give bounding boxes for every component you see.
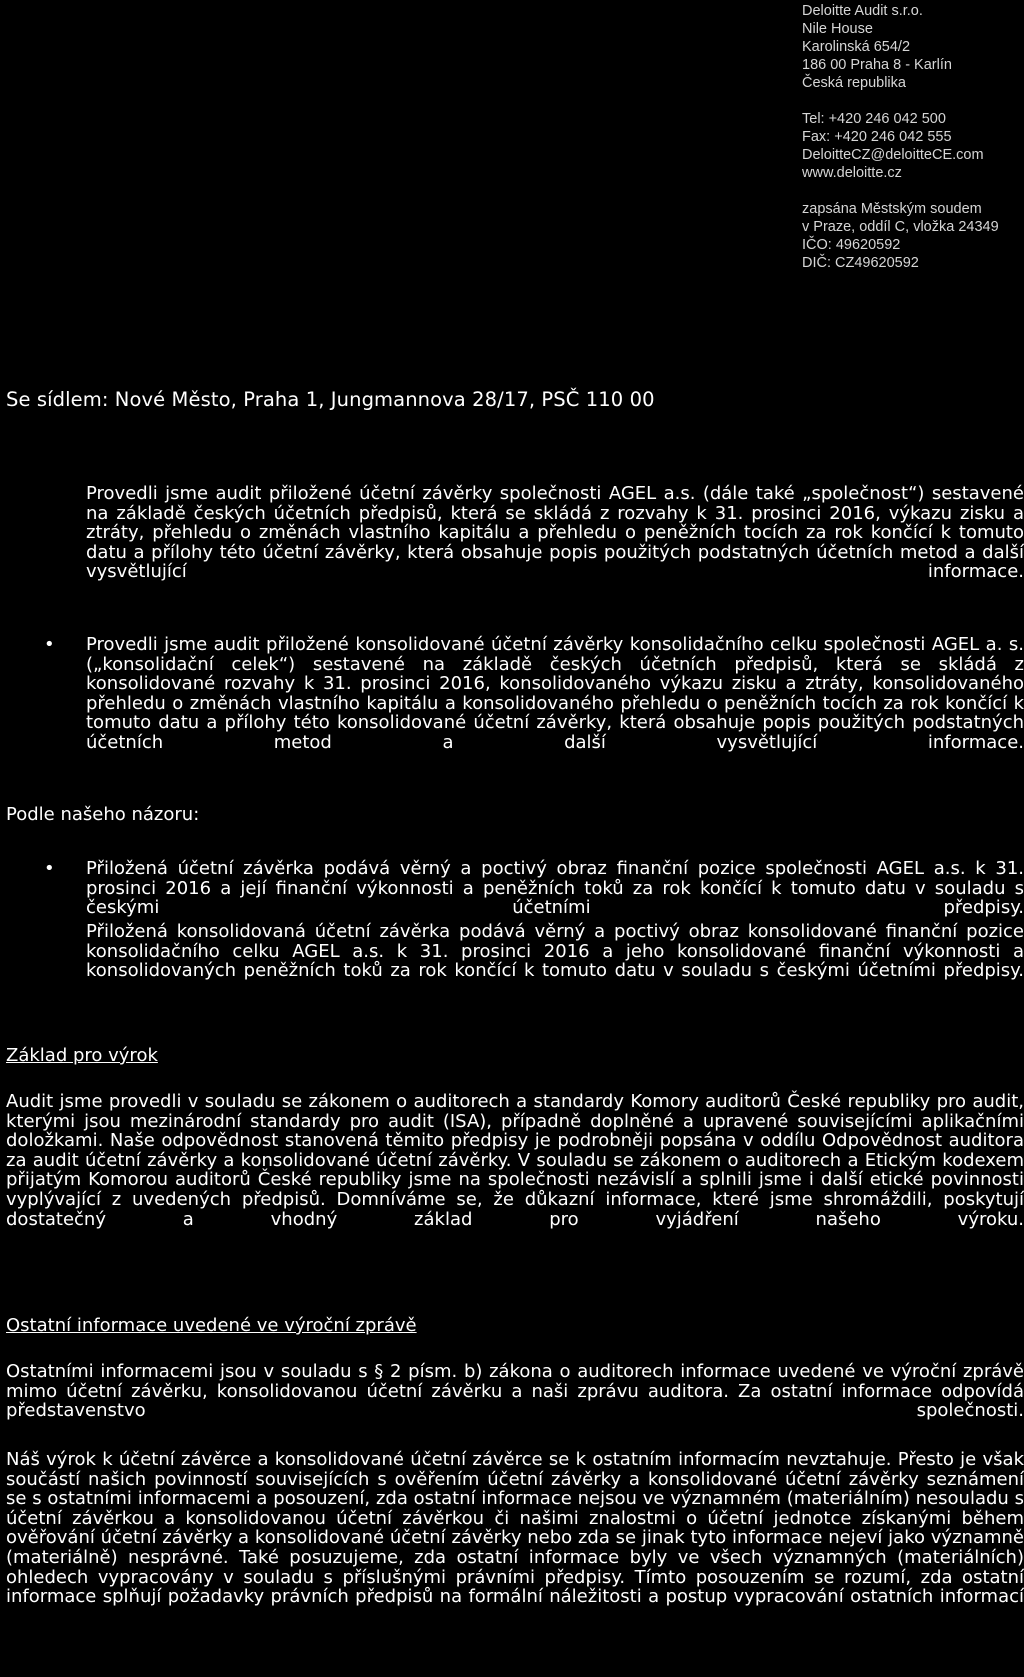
opinion-statement-1: Přiložená účetní závěrka podává věrný a poctivý obraz finanční pozice společnosti AGEL a.s. k 31. prosinci 2016 a její finanční výkonnosti a peněžních toků za rok končící k tomuto datu v souladu s českými účetními předpisy. [86,858,1024,919]
basis-heading: Základ pro výrok [6,1045,158,1066]
building-name: Nile House [802,21,873,37]
other-info-paragraph-2: Náš výrok k účetní závěrce a konsolidované účetní závěrce se k ostatním informacím nevztahuje. Přesto je však součástí našich povinností souvisejících s ověřením účetní závěrky a konsolidované účetní závěrky seznámení se s ostatními informacemi a posouzení, zda ostatní informace nejsou ve významném (materiálním) nesouladu s účetní závěrkou a konsolidovanou účetní závěrkou či našimi znalostmi o účetní jednotce získanými během ověřování účetní závěrky a konsolidované účetní závěrky nebo zda se jinak tyto informace nejeví jako významně (materiálně) nesprávné. Také posuzujeme, zda ostatní informace byly ve všech významných (materiálních) ohledech vypracovány v souladu s příslušnými právními předpisy. Tímto posouzením se rozumí, zda ostatní informace splňují požadavky právních předpisů na formální náležitosti a postup vypracování ostatních informací [6,1449,1024,1608]
tax-id: DIČ: CZ49620592 [802,255,919,271]
registration-section: v Praze, oddíl C, vložka 24349 [802,219,999,235]
company-name: Deloitte Audit s.r.o. [802,3,923,19]
fax: Fax: +420 246 042 555 [802,129,952,145]
telephone: Tel: +420 246 042 500 [802,111,946,127]
email: DeloitteCZ@deloitteCE.com [802,147,984,163]
bullet-dot: • [44,634,55,655]
company-header [802,2,999,272]
basis-paragraph: Audit jsme provedli v souladu se zákonem o auditorech a standardy Komory auditorů České republiky pro audit, kterými jsou mezinárodní standardy pro audit (ISA), případně doplněné a upravené souvisejícími aplikačními doložkami. Naše odpovědnost stanovená těmito předpisy je podrobněji popsána v oddílu Odpovědnost auditora za audit účetní závěrky a konsolidované účetní závěrky. V souladu se zákonem o auditorech a Etickým kodexem přijatým Komorou auditorů České republiky jsme na společnosti nezávislí a splnili jsme i další etické povinnosti vyplývající z uvedených předpisů. Domníváme se, že důkazní informace, které jsme shromáždili, poskytují dostatečný a vhodný základ pro vyjádření našeho výroku. [6,1091,1024,1230]
country: Česká republika [802,75,906,91]
registered-seat: Se sídlem: Nové Město, Praha 1, Jungmannova 28/17, PSČ 110 00 [6,388,655,411]
registration-court: zapsána Městským soudem [802,201,982,217]
bullet-dot: • [44,858,55,879]
company-id: IČO: 49620592 [802,237,901,253]
audit-statement-2: Provedli jsme audit přiložené konsolidované účetní závěrky konsolidačního celku společnosti AGEL a. s. („konsolidační celek“) sestavené na základě českých účetních předpisů, která se skládá z konsolidované rozvahy k 31. prosinci 2016, konsolidovaného výkazu zisku a ztráty, konsolidovaného přehledu o změnách vlastního kapitálu a konsolidovaného přehledu o peněžních tocích za rok končící k tomuto datu a přílohy této konsolidované účetní závěrky, která obsahuje popis použitých podstatných účetních metod a další vysvětlující informace. [86,634,1024,753]
website: www.deloitte.cz [802,165,902,181]
opinion-heading: Podle našeho názoru: [6,804,200,825]
city-address: 186 00 Praha 8 - Karlín [802,57,952,73]
other-info-heading: Ostatní informace uvedené ve výroční zprávě [6,1315,417,1336]
opinion-statement-2: Přiložená konsolidovaná účetní závěrka podává věrný a poctivý obraz konsolidované finanční pozice konsolidačního celku AGEL a.s. k 31. prosinci 2016 a jeho konsolidované finanční výkonnosti a konsolidovaných peněžních toků za rok končící k tomuto datu v souladu s českými účetními předpisy. [86,921,1024,982]
street-address: Karolinská 654/2 [802,39,911,55]
audit-statement-1: Provedli jsme audit přiložené účetní závěrky společnosti AGEL a.s. (dále také „společnost“) sestavené na základě českých účetních předpisů, která se skládá z rozvahy k 31. prosinci 2016, výkazu zisku a ztráty, přehledu o změnách vlastního kapitálu a přehledu o peněžních tocích za rok končící k tomuto datu a přílohy této účetní závěrky, která obsahuje popis použitých podstatných účetních metod a další vysvětlující informace. [86,483,1024,583]
other-info-paragraph-1: Ostatními informacemi jsou v souladu s § 2 písm. b) zákona o auditorech informace uvedené ve výroční zprávě mimo účetní závěrku, konsolidovanou účetní závěrku a naši zprávu auditora. Za ostatní informace odpovídá představenstvo společnosti. [6,1361,1024,1422]
